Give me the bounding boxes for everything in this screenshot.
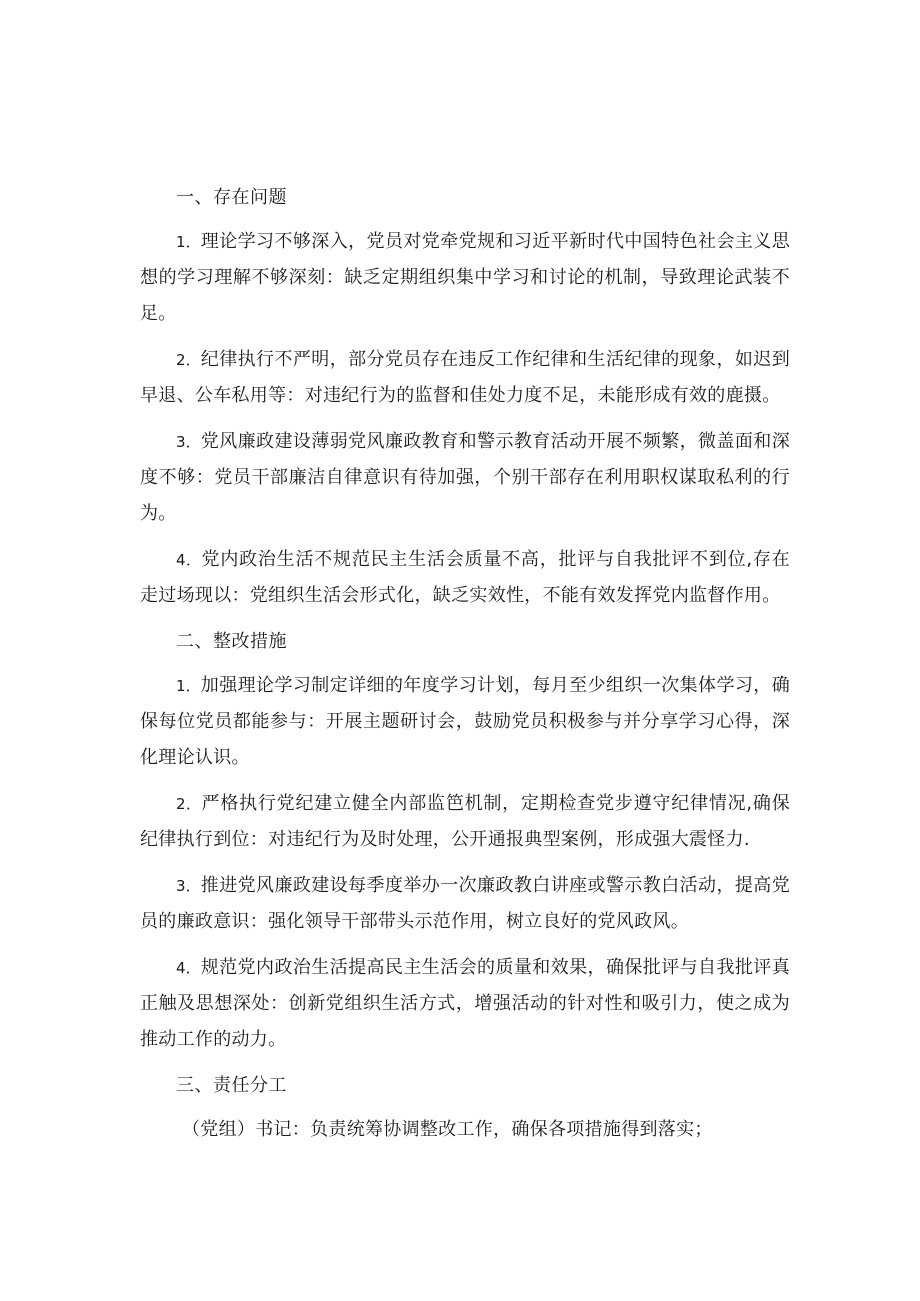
item-number: 1． <box>176 677 201 695</box>
section-heading-problems: 一、存在问题 <box>176 187 287 208</box>
item-text: 推进党风廉政建设每季度举办一次廉政教白讲座或警示教白活动，提高党员的廉政意识：强化领导干部带头示范作用，树立良好的党风政风。 <box>140 875 790 932</box>
item-text: 规范党内政治生活提高民主生活会的质量和效果，确保批评与自我批评真正触及思想深处：创新党组织生活方式，增强活动的针对性和吸引力，使之成为推动工作的动力。 <box>140 957 790 1050</box>
item-text: 党风廉政建设薄弱党风廉政教育和警示教育活动开展不频繁，微盖面和深度不够：党员干部廉洁自律意识有待加强，个别干部存在利用职权谋取私利的行为。 <box>140 431 790 524</box>
problem-item-3 <box>140 424 790 532</box>
item-number: 4． <box>176 959 201 977</box>
item-number: 1． <box>176 233 201 251</box>
item-number: 3． <box>176 877 201 895</box>
item-number: 2． <box>176 351 201 369</box>
item-number: 4． <box>176 551 202 569</box>
document-body <box>140 180 790 1148</box>
item-text: 严格执行党纪建立健全内部监笆机制，定期检查党步遵守纪律情况,确保纪律执行到位：对违纪行为及时处理，公开通报典型案例，形成强大震怪力. <box>140 793 790 850</box>
measure-item-3 <box>140 868 790 940</box>
problem-item-1 <box>140 224 790 332</box>
section-heading-measures: 二、整改措施 <box>176 631 287 652</box>
problem-item-4 <box>140 542 790 614</box>
item-text: 加强理论学习制定详细的年度学习计划，每月至少组织一次集体学习，确保每位党员都能参与：开展主题研讨会，鼓励党员积极参与并分享学习心得，深化理论认识。 <box>140 675 790 768</box>
problem-item-2 <box>140 342 790 414</box>
item-text: 理论学习不够深入，党员对党牵党规和习近平新时代中国特色社会主义思想的学习理解不够深刻：缺乏定期组织集中学习和讨论的机制，导致理论武装不足。 <box>140 231 790 324</box>
item-text: 纪律执行不严明，部分党员存在违反工作纪律和生活纪律的现象，如迟到早退、公车私用等：对违纪行为的监督和佳处力度不足，未能形成有效的鹿摄。 <box>140 349 790 406</box>
item-text: 党内政治生活不规范民主生活会质量不高，批评与自我批评不到位,存在走过场现以：党组织生活会形式化，缺乏实效性，不能有效发挥党内监督作用。 <box>140 549 790 606</box>
section-heading-responsibility: 三、责任分工 <box>176 1075 287 1096</box>
item-number: 3． <box>176 433 201 451</box>
measure-item-4 <box>140 950 790 1058</box>
measure-item-2 <box>140 786 790 858</box>
measure-item-1 <box>140 668 790 776</box>
item-number: 2． <box>176 795 202 813</box>
responsibility-secretary: （党组）书记：负责统筹协调整改工作，确保各项措施得到落实； <box>182 1119 713 1140</box>
